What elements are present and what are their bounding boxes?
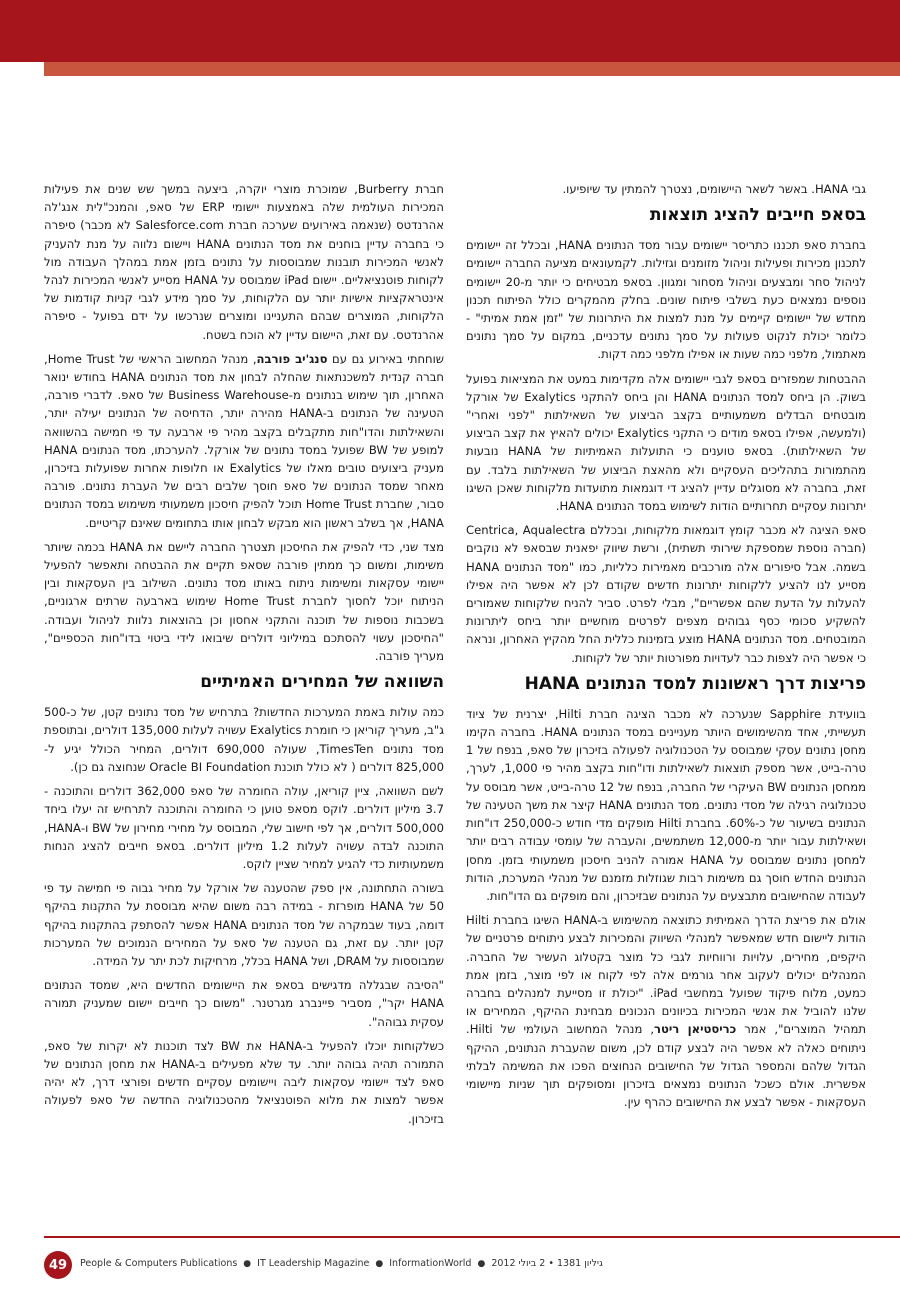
person-name: כריסטיאן ריטר <box>654 1022 737 1037</box>
right-column <box>466 180 866 1117</box>
bullet-icon: ● <box>477 1258 486 1269</box>
paragraph: סאפ הציגה לא מכבר קומץ דוגמאות מלקוחות, ובכללם Centrica, Aqualectra (חברה נוספת שמספקת שירותי תשתית), ורשת שיווק יפאנית שבסאפ לא נוקבים בשמה. אבל סיפורים אלה מורכבים מאמירות כלליות, כמו "מסד הנתונים HANA מסייע לנו להציע ללקוחות יתרונות חדשים שקודם לכן לא אפשר היה אפילו להעלות על הדעת שהם אפשריים", מבלי לפרט. סביר להניח שלקוחות שאמורים להשקיע סכומי כסף גבוהים מצפים לפרטים מוחשיים יותר ביחס ליתרונות המובטחים. מסד הנתונים HANA מוצע בזמינות כללית החל מהקיץ האחרון, ונראה כי אפשר היה לצפות כבר לעדויות מפורטות יותר של לקוחות. <box>466 523 866 665</box>
paragraph: ההבטחות שמפזרים בסאפ לגבי יישומים אלה מקדימות במעט את המציאות בפועל בשוק. הן ביחס למסד הנתונים HANA והן ביחס להתקני Exalytics של אורקל מובטחים הבדלים משמעותיים בקצב הביצוע של השאילתות "לפני ואחרי" (ולמעשה, אפילו בסאפ מודים כי התקני Exalytics יכולים להאיץ את קצב הביצוע של השאילתות). בסאפ טוענים כי התועלות האמיתיות של HANA נובעות מהתמורות בתהליכים העסקיים ולא מהאצת הביצוע של השאילתות בלבד. עם זאת, בחברה לא מסוגלים עדיין להציג די דוגמאות מתועדות מלקוחות שאכן השיגו יתרונות עסקיים תחרותיים הודות לשימוש במסד הנתונים HANA. <box>466 371 866 514</box>
paragraph: כמה עולות באמת המערכות החדשות? בתרחיש של מסד נתונים קטן, של כ-500 ג"ב, מעריך קוריאן כי חומרת Exalytics עשויה לעלות 135,000 דולרים, ובתוספת מסד נתונים TimesTen, שעולה 690,000 דולרים, המחיר הכולל יגיע ל- 825,000 דולרים ( לא כולל תוכנת Oracle BI Foundation שנחוצה גם כן). <box>44 705 444 774</box>
text-run: , מנהל המחשוב העולמי של Hilti. ניתוחים כאלה לא אפשר היה לבצע קודם לכן, משום שהעברת הנתונים, ההיקף הגדול שלהם והמספר הגדול של החישובים הנחוצים הפכו את המשימה לבלתי אפשרית. אולם כשכל הנתונים נמצאים בזיכרון ומסופקים תוך שניות מיישומי העסקאות - אפשר לבצע את החישובים כהרף עין. <box>466 1022 866 1110</box>
paragraph: "הסיבה שבגללה מדגישים בסאפ את היישומים החדשים היא, שמסד הנתונים HANA יקר", מסביר פיינברג מגרטנר. "משום כך חייבים יישום שמעניק תמורה עסקית גבוהה". <box>44 978 444 1029</box>
footer-line <box>80 1258 603 1269</box>
bullet-icon: ● <box>375 1258 384 1269</box>
person-name: סנג'יב פורבה <box>256 351 328 366</box>
left-column <box>44 180 444 1134</box>
section-heading: השוואה של המחירים האמיתיים <box>200 672 444 693</box>
text-run: שוחחתי באירוע גם עם <box>327 351 444 366</box>
paragraph: גבי HANA. באשר לשאר היישומים, נצטרך להמתין עד שיופיעו. <box>562 182 866 196</box>
paragraph: בחברת סאפ תכננו כתריסר יישומים עבור מסד הנתונים HANA, ובכלל זה יישומים לתכנון מכירות ופעילות וניהול מזומנים וגזילות. לקמעונאים מציעה החברה יישומים לניהול סחר ומבצעים וניהול מסחור ומגוון. בסאפ מבטיחים כי יותר מ-20 יישומים נוספים נמצאים כעת בשלבי פיתוח שונים. בחלק מהמקרים כולל הפיתוח תכנון מחדש של יישומים קיימים על מנת למצות את היתרונות של "זמן אמת אמיתי" - כלומר יכולת לנקוט פעולות על סמך נתונים עדכניים, במקום על סמך נתונים מאתמול, מלפני כמה שעות או אפילו מלפני כמה דקות. <box>466 238 866 362</box>
footer-magazine: IT Leadership Magazine <box>257 1258 370 1269</box>
paragraph: כשלקוחות יוכלו להפעיל ב-HANA את BW לצד תוכנות לא יקרות של סאפ, התמורה תהיה גבוהה יותר. עד שלא מפעילים ב-HANA את מחסן הנתונים של סאפ לצד יישומי עסקאות ליבה ויישומים עסקיים חדשים ופורצי דרך, לא יהיה אפשר למצות את מלוא הפוטנציאל מהטכנולוגיה החדשה של סאפ לפעולה בזיכרון. <box>44 1038 444 1126</box>
text-run: אולם את פריצת הדרך האמיתית כתוצאה מהשימוש ב-HANA השיגו בחברת Hilti הודות ליישום חדש שמאפשר למנהלי השיווק והמכירות לבצע ניתוחים פרטניים של היקפים, מחירים, עלויות ורווחיות לגבי כל מוצר בקטלוג העשיר של החברה. המנהלים יכולים לעקוב אחר גורמים אלה לפי לקוח או לפי מוצר, בזמן אמת כמעט, מלוח פיקוד שפועל במחשבי iPad. "יכולת זו מסייעת למנהלים בחברה שלנו להוביל את אנשי המכירות בכיוונים הנכונים מבחינת ההיקף, המחירים או תמהיל המוצרים", אמר <box>466 913 867 1037</box>
section-heading: פריצות דרך ראשונות למסד הנתונים HANA <box>524 673 866 694</box>
top-color-band <box>0 0 900 62</box>
top-accent-strip <box>44 62 900 76</box>
text-run: , מנהל המחשוב הראשי של Home Trust, חברה קנדית למשכנתאות שהחלה לבחון את מסד הנתונים HANA בחודש ינואר האחרון, תוך שימוש בנתונים מ-Business Warehouse של סאפ. לדברי פורבה, הטעינה של הנתונים ב-HANA מהירה יותר, הדחיסה של הנתונים יעילה יותר, והשאילתות והדו"חות מתקבלים בקצב מהיר פי ארבעה עד פי חמישה בהשוואה למופע של BW שפועל במסד נתונים של אורקל. להערכתו, מסד הנתונים HANA מעניק ביצועים טובים מאלו של Exalytics או חלופות אחרות שפועלות בזיכרון, מאחר שמסד הנתונים של סאפ חוסך שלבים רבים של העברת נתונים. פורבה סבור, שחברת Home Trust תוכל להפיק חיסכון משמעותי משימוש במסד הנתונים HANA, אך בשלב ראשון הוא מבקש לבחון אותו בתחומים שאינם קריטיים. <box>44 351 445 530</box>
paragraph: בשורה התחתונה, אין ספק שהטענה של אורקל על מחיר גבוה פי חמישה עד פי 50 של HANA מופרזת - במידה רבה משום שהיא מבוססת על התקנות בהיקף דומה, בעוד שבמקרה של מסד הנתונים HANA אפשר להסתפק בהתקנות בהיקף קטן יותר. עם זאת, גם הטענה של סאפ על המחירים הנמוכים של המערכות שמבוססות על DRAM, ושל HANA בכלל, מרחיקות לכת יתר על המידה. <box>44 881 444 968</box>
footer-rule <box>44 1236 900 1238</box>
footer-site: InformationWorld <box>389 1258 472 1269</box>
section-heading: בסאפ חייבים להציג תוצאות <box>649 205 866 226</box>
bullet-icon: ● <box>243 1258 252 1269</box>
paragraph: מצד שני, כדי להפיק את החיסכון תצטרך החברה ליישם את HANA בכמה שיותר משימות, ומשום כך ממתין פורבה שסאפ תקיים את ההבטחה ותאפשר להפעיל יישומי עסקאות ומשימות ניתוח באותו מסד נתונים. השילוב בין העסקאות ובין הניתוח יוכל לחסוך לחברת Home Trust שימוש בארבעה שרתים ארגוניים, בשכבות נוספות של תוכנה והתקני אחסון וכן בהוצאות נלוות לניהול ועבודה. "החיסכון עשוי להסתכם במיליוני דולרים שיבואו לידי ביטוי בדו"חות הכספיים", מעריך פורבה. <box>44 539 444 664</box>
page-number-badge: 49 <box>44 1251 72 1279</box>
paragraph: בוועידת Sapphire שנערכה לא מכבר הציגה חברת Hilti, יצרנית של ציוד תעשייתי, אחד מהשימושים היותר מעניינים במסד הנתונים HANA. בחברה הקימו מחסן נתונים עסקי שמבוסס על הטכנולוגיה לפעולה בזיכרון של סאפ, בנפח של 1 טרה-בייט, אשר מספק תוצאות לשאילתות ודו"חות בקצב מהיר פי 1,000, לערך, ממחסן הנתונים BW העיקרי של החברה, בנפח של 12 טרה-בייט, אשר מבוסס על טכנולוגיה רגילה של מסדי נתונים. מסד הנתונים HANA קיצר את משך הטעינה של הנתונים בשיעור של כ-60%. בחברת Hilti מופקים מדי חודש כ-250,000 דו"חות ושאילתות עבור יותר מ-12,000 משתמשים, והעברה של עומסי עבודה רבים יותר למחסן נתונים שמבוסס על HANA אמורה להניב חיסכון משמעותי בזמן. מחסן הנתונים החדש חוסך גם משימות רבות שגוזלות מזמנם של מנהלי המערכת, הודות לעבודה שהחישובים מתבצעים על הנתונים שבזיכרון, והם מופקים גם הדו"חות. <box>466 706 867 903</box>
paragraph: חברת Burberry, שמוכרת מוצרי יוקרה, ביצעה במשך שש שנים את פעילות המכירות העולמית שלה באמצעות יישומי ERP של סאפ, והמנכ"לית אנג'לה אהרנדטס (שנאמה באירועים שערכה חברת Salesforce.com לא מכבר) סיפרה כי בחברה עדיין בוחנים את מסד הנתונים HANA ויישום נלווה על מנת להעניק לאנשי המכירות תובנות שמבוססות על נתונים בזמן אמת במהלך העבודה מול לקוחות פוטנציאליים. יישום iPad שמבוסס על HANA מסייע לאנשי המכירות לנהל אינטראקציות אישיות יותר עם הלקוחות, על סמך מידע לגבי קניות קודמות של הלקוחות, המוצרים שבהם התעניינו ומוצרים שנרכשו על ידם בפועל - סיפרה אהרנדטס. עם זאת, היישום עדיין לא הוכח בשטח. <box>44 182 445 342</box>
paragraph: לשם השוואה, ציין קוריאן, עולה החומרה של סאפ 362,000 דולרים והתוכנה - 3.7 מיליון דולרים. לוקס מסאפ טוען כי החומרה והתוכנה לתרחיש זה יעלו ביחד 500,000 דולרים, אך לפי חישוב שלי, המבוסס על מחירי מחירון של BW ו-HANA, התוכנה לבדה עשויה לעלות 1.2 מיליון דולרים. בסאפ חייבים להציג הנחות משמעותיות כדי להגיע למחיר שציין לוקס. <box>44 784 444 871</box>
footer-issue: גיליון 1381 • 2 ביולי 2012 <box>491 1258 603 1269</box>
footer-publisher: People & Computers Publications <box>80 1258 238 1269</box>
paragraph <box>466 911 866 1111</box>
paragraph <box>44 350 444 532</box>
